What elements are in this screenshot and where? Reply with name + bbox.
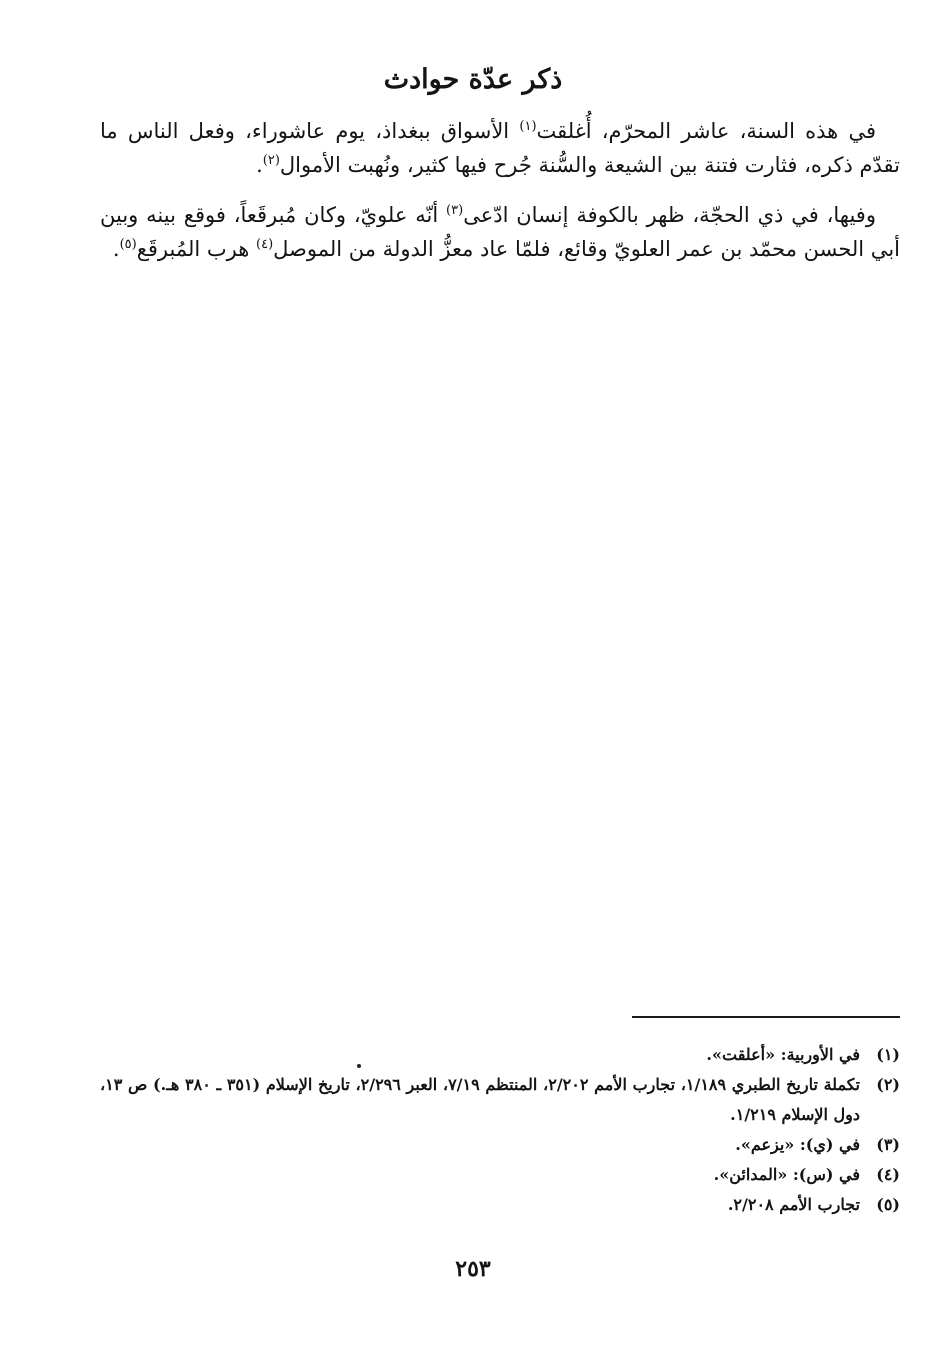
text-run: أنّه علويّ، وكان مُبرقَعاً، فوقع بينه وبين أبي الحسن محمّد بن عمر العلويّ وقائع، فلمّا عاد معزُّ الدولة من الموصل [100,203,900,261]
footnote-text: في (س): «المدائن». [713,1165,860,1184]
footnote-marker[interactable]: (٣) [446,203,464,218]
footnote-marker[interactable]: (٤) [256,237,274,252]
footnote-marker[interactable]: (١) [519,119,537,134]
footnote-number: (٢) [876,1075,900,1094]
footnote-number: (٥) [876,1195,900,1214]
footnote-number: (٣) [876,1135,900,1154]
footnote-text: في الأوربية: «أعلقت». [706,1045,860,1064]
footnote-separator [632,1016,900,1018]
footnote-text: تجارب الأمم ٢/٢٠٨. [727,1195,860,1214]
text-run: هرب المُبرقَع [136,237,256,261]
text-run: . [256,153,263,177]
text-run: في هذه السنة، عاشر المحرّم، أُغلقت [536,119,877,143]
footnote-text: تكملة تاريخ الطبري ١/١٨٩، تجارب الأمم ٢/٢٠٢، المنتظم ٧/١٩، العبر ٢/٢٩٦، تاريخ الإسلام (٣٥١ ـ ٣٨٠ هـ.) ص ١٣، دول الإسلام ١/٢١٩. [100,1075,861,1124]
footnote-marker[interactable]: (٥) [119,237,137,252]
footnote-item [100,1160,900,1190]
footnote-item [100,1130,900,1160]
footnote-number: (٤) [876,1165,900,1184]
footnote-item [100,1190,900,1220]
paragraph [100,114,900,182]
footnote-text: في (ي): «يزعم». [735,1135,860,1154]
paragraph [100,198,900,266]
text-run: الأسواق ببغداذ، يوم عاشوراء، وفعل الناس ما تقدّم ذكره، فثارت فتنة بين الشيعة والسُّنة جُرح فيها كثير، ونُهبت الأموال [100,119,900,177]
page-number: ٢٥٣ [455,1256,491,1282]
footnote-item [100,1040,900,1070]
footnote-marker[interactable]: (٢) [262,153,280,168]
text-run: . [112,237,120,261]
footnote-number: (١) [876,1045,900,1064]
text-run: وفيها، في ذي الحجّة، ظهر بالكوفة إنسان ادّعى [463,203,876,227]
footnotes [100,1040,900,1220]
main-text [100,114,900,282]
section-heading: ذكر عدّة حوادث [383,64,563,95]
footnote-item [100,1070,900,1130]
